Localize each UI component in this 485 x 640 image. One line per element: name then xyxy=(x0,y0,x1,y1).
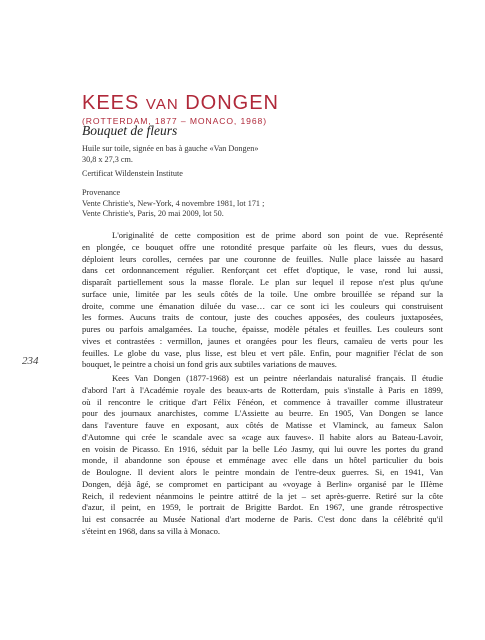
body-line: de Boulogne. Il devient alors le peintre mondain de l'entre-deux guerres. Si, en 1941, Van xyxy=(82,467,443,477)
body-line: déploient leurs corolles, cernées par une couronne de feuilles. Nulle place laissée au hasard xyxy=(82,253,443,264)
artist-name-particle: VAN xyxy=(145,96,179,113)
body-line: feuilles. Le globe du vase, plus lisse, est bleu et vert pâle. Enfin, pour magnifier l'éclat de son xyxy=(82,347,443,358)
body-line: Kees Van Dongen (1877-1968) est un peintre néerlandais naturalisé français. Il étudie xyxy=(112,373,443,383)
body-line: vives et contrastées : vermillon, jaunes et orangées pour les fleurs, camaïeu de verts pour les xyxy=(82,335,443,346)
provenance-heading: Provenance xyxy=(82,188,121,197)
body-line: s'éteint en 1968, dans sa villa à Monaco. xyxy=(82,525,221,536)
certificate: Certificat Wildenstein Institute xyxy=(82,169,183,178)
body-line: d'Automne qui crée le scandale avec sa «cage aux fauves». Il habite alors au Bateau-Lavoir, xyxy=(82,431,443,442)
provenance xyxy=(82,188,442,220)
medium-line: Huile sur toile, signée en bas à gauche «Van Dongen» xyxy=(82,144,259,153)
body-line: lui est consacrée au Musée National d'art moderne de Paris. C'est donc dans la célébrité qu'il xyxy=(82,514,443,524)
page-number: 234 xyxy=(22,355,39,367)
artist-name xyxy=(82,92,442,116)
body-line: dans l'aventure fauve en exposant, aux côtés de Matisse et Vlaminck, au fameux Salon xyxy=(82,420,443,430)
body-line: surface unie, limitée par les seuls côtés de la toile. Une ombre brouillée se répand sur la xyxy=(82,288,443,299)
body-line: les formes. Aucuns traits de contour, juste des couches apposées, des couleurs juxtaposées, xyxy=(82,312,443,323)
body-line: bouquet, le peintre a choisi un fond gris aux subtiles variations de mauves. xyxy=(82,359,337,370)
body-line: d'abord l'art à l'Académie royale des beaux-arts de Rotterdam, puis s'installe à Paris en 1899, xyxy=(82,384,443,395)
body-line: L'originalité de cette composition est de prime abord son point de vue. Représenté xyxy=(112,230,443,240)
body-text xyxy=(82,230,443,538)
artist-last-name: DONGEN xyxy=(185,92,280,114)
body-line: Dongen, déjà âgé, se compromet en participant au «voyage à Berlin» organisé par le IIIème xyxy=(82,478,443,489)
body-line: pour des journaux anarchistes, comme L'Assiette au beurre. En 1905, Van Dongen se lance xyxy=(82,408,443,419)
paragraph-biography xyxy=(82,373,443,538)
body-line: où il rencontre le critique d'art Félix Fénéon, et commence à travailler comme illustrateur xyxy=(82,396,443,407)
body-line: pures ou parfois amalgamées. La touche, épaisse, modèle pétales et feuilles. Les couleurs sont xyxy=(82,324,443,334)
work-medium xyxy=(82,144,442,165)
body-line: en voisin de Picasso. En 1916, séduit par la belle Léo Jasmy, qui lui ouvre les portes du grand xyxy=(82,443,443,454)
artist-dates: (ROTTERDAM, 1877 – MONACO, 1968) xyxy=(82,116,267,126)
dimensions-line: 30,8 x 27,3 cm. xyxy=(82,154,133,164)
body-line: disparaît partiellement sous la masse florale. Le plan sur lequel il repose n'est plus qu'une xyxy=(82,277,443,287)
artist-heading xyxy=(82,92,442,126)
body-line: droite, comme une émanation diluée du vase… car ce sont ici les couleurs qui construisent xyxy=(82,300,443,311)
work-title: Bouquet de fleurs xyxy=(82,123,178,138)
body-line: d'azur, il peint, en 1959, le portrait de Brigitte Bardot. En 1967, une grande rétrospective xyxy=(82,502,443,513)
provenance-line: Vente Christie's, Paris, 20 mai 2009, lot 50. xyxy=(82,209,224,219)
body-line: Reich, il redevient néanmoins le peintre attitré de la jet – set après-guerre. Retiré sur la côte xyxy=(82,490,443,501)
body-line: monde, il abandonne son épouse et emménage avec elle dans un hôtel particulier du bois xyxy=(82,455,443,466)
body-line: en plongée, ce bouquet offre une rotondité presque parfaite où les fleurs, vues du dessus, xyxy=(82,241,443,252)
body-line: dans cet ordonnancement régulier. Renforçant cet effet d'optique, le vase, rond lui aussi, xyxy=(82,265,443,276)
paragraph-description xyxy=(82,230,443,371)
artist-first-name: KEES xyxy=(82,92,140,114)
provenance-line: Vente Christie's, New-York, 4 novembre 1981, lot 171 ; xyxy=(82,198,265,208)
